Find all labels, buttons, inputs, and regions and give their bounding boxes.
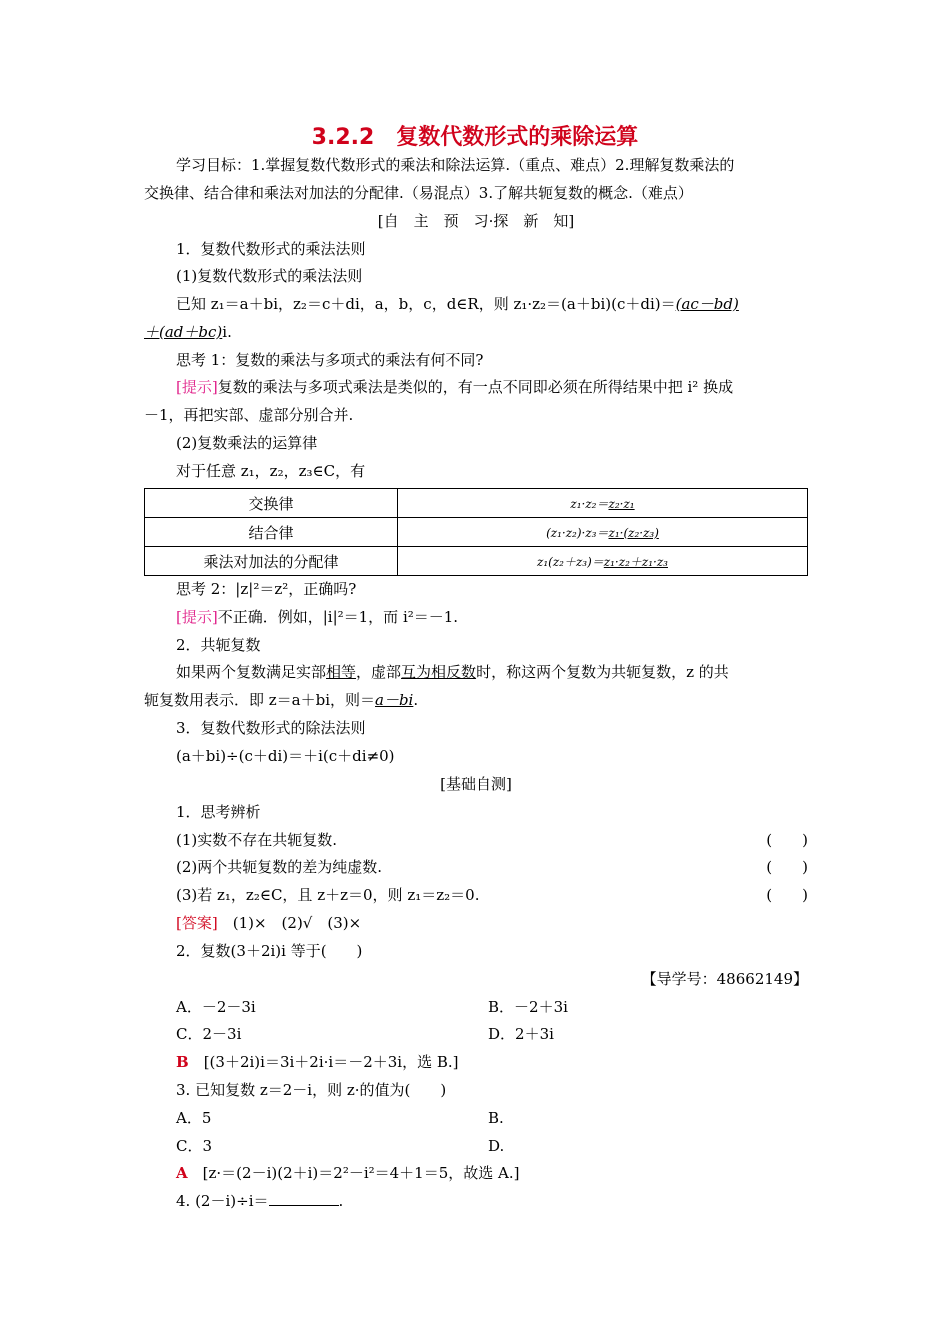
q1-item-1: (1)实数不存在共轭复数. ( ) [176, 831, 808, 849]
conjugate-definition: 如果两个复数满足实部相等，虚部互为相反数时，称这两个复数为共轭复数，z 的共 [176, 663, 729, 681]
s3-heading: 3．复数代数形式的除法法则 [176, 719, 366, 737]
rule-suffix: i. [222, 323, 232, 341]
rule-answer-1: (ac－bd) [675, 295, 739, 313]
answer-key: A [176, 1164, 188, 1182]
table-row [145, 489, 808, 518]
objectives-line-2: 交换律、结合律和乘法对加法的分配律.（易混点）3.了解共轭复数的概念.（难点） [144, 184, 693, 202]
answer-key: B [176, 1053, 189, 1071]
s1-sub2-intro: 对于任意 z₁，z₂，z₃∈C，有 [176, 462, 366, 480]
q3-stem: 3. 已知复数 z＝2－i，则 z·的值为( ) [176, 1081, 447, 1099]
operation-law-table [144, 488, 808, 576]
rule-prefix: 已知 z₁＝a＋bi，z₂＝c＋di，a，b，c，d∈R，则 z₁·z₂＝(a＋bi)(c＋di)＝ [176, 295, 676, 313]
answer-tag: [答案] [176, 914, 218, 932]
q2-stem: 2．复数(3＋2i)i 等于( ) [176, 942, 363, 960]
q2-options-ab: A．－2－3i B．－2＋3i [176, 998, 568, 1016]
q1-heading: 1．思考辨析 [176, 803, 261, 821]
q3-solution: A [z·＝(2－i)(2＋i)＝2²－i²＝4＋1＝5，故选 A.] [176, 1164, 520, 1182]
page-title: 3.2.2 复数代数形式的乘除运算 [311, 125, 639, 150]
s2-heading: 2．共轭复数 [176, 636, 261, 654]
q4-stem: 4. (2－i)÷i＝ . [176, 1192, 344, 1210]
law-name: 乘法对加法的分配律 [145, 547, 398, 576]
s1-sub1: (1)复数代数形式的乘法法则 [176, 267, 363, 285]
division-formula: (a＋bi)÷(c＋di)＝＋i(c＋di≠0) [176, 747, 395, 765]
law-formula: (z₁·z₂)·z₃＝z₁·(z₂·z₃) [398, 518, 808, 547]
multiplication-rule-cont [144, 321, 808, 343]
hint-tag: [提示] [176, 608, 218, 626]
self-test-header: [基础自测] [440, 775, 512, 793]
conjugate-definition-cont: 轭复数用表示．即 z＝a＋bi，则＝a－bi. [144, 691, 419, 709]
q1-item-3: (3)若 z₁，z₂∈C，且 z＋z＝0，则 z₁＝z₂＝0. ( ) [176, 886, 808, 904]
law-name: 结合律 [145, 518, 398, 547]
objectives-line-1: 学习目标：1.掌握复数代数形式的乘法和除法运算.（重点、难点）2.理解复数乘法的 [176, 156, 735, 174]
multiplication-rule [176, 293, 808, 315]
q1-answer: [答案] (1)× (2)√ (3)× [176, 914, 362, 932]
q2-solution: B [(3＋2i)i＝3i＋2i·i＝－2＋3i，选 B.] [176, 1053, 459, 1071]
q1-item-2: (2)两个共轭复数的差为纯虚数. ( ) [176, 858, 808, 876]
s1-heading: 1．复数代数形式的乘法法则 [176, 240, 366, 258]
law-formula: z₁(z₂＋z₃)＝z₁·z₂＋z₁·z₃ [398, 547, 808, 576]
think1-answer [176, 376, 808, 398]
table-row [145, 547, 808, 576]
guide-number: 【导学号：48662149】 [641, 970, 808, 988]
answer-blank[interactable] [269, 1191, 339, 1206]
think2-answer-text: 不正确．例如，|i|²＝1，而 i²＝－1. [217, 608, 459, 626]
think2-question: 思考 2：|z|²＝z²，正确吗? [176, 580, 357, 598]
think1-answer-cont: －1，再把实部、虚部分别合并. [144, 406, 354, 424]
hint-tag: [提示] [176, 378, 218, 396]
s1-sub2: (2)复数乘法的运算律 [176, 434, 318, 452]
table-row [145, 518, 808, 547]
q2-options-cd: C．2－3i D．2＋3i [176, 1025, 554, 1043]
law-formula: z₁·z₂＝z₂·z₁ [398, 489, 808, 518]
q3-options-cd: C．3 D. [176, 1137, 505, 1155]
q3-options-ab: A．5 B. [176, 1109, 504, 1127]
think2-answer [176, 606, 808, 628]
law-name: 交换律 [145, 489, 398, 518]
think1-answer-text: 复数的乘法与多项式乘法是类似的，有一点不同即必须在所得结果中把 i² 换成 [217, 378, 734, 396]
think1-question: 思考 1：复数的乘法与多项式的乘法有何不同? [176, 351, 484, 369]
rule-answer-2: ＋(ad＋bc) [144, 323, 223, 341]
section-header: [自 主 预 习·探 新 知] [377, 212, 575, 230]
